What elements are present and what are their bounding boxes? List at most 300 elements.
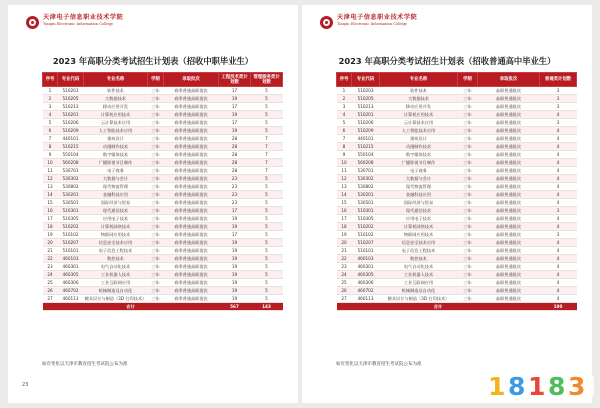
table-cell: 19 xyxy=(219,247,251,255)
left-plan-table xyxy=(42,72,283,311)
table-cell: 云计算技术应用 xyxy=(84,119,148,127)
table-cell: 560208 xyxy=(352,159,380,167)
table-cell: 电子信息工程技术 xyxy=(380,247,458,255)
table-cell: 三年 xyxy=(458,295,478,303)
right-table-title: 2023 年高职分类考试招生计划表（招收普通高中毕业生） xyxy=(338,56,556,66)
table-cell: 23 xyxy=(219,175,251,183)
table-cell: 460301 xyxy=(58,263,84,271)
table-cell: 17 xyxy=(219,87,251,95)
table-cell: 春季普通高职批次 xyxy=(164,103,219,111)
column-header: 专业代码 xyxy=(352,73,380,87)
table-cell: 高职普通批次 xyxy=(478,215,540,223)
table-cell: 3 xyxy=(337,103,352,111)
table-row xyxy=(43,255,283,263)
table-row xyxy=(43,183,283,191)
table-cell: 26 xyxy=(43,287,58,295)
table-cell: 460305 xyxy=(58,271,84,279)
table-row xyxy=(43,87,283,95)
table-cell: 12 xyxy=(43,175,58,183)
table-row xyxy=(337,271,577,279)
table-cell: 三年 xyxy=(458,159,478,167)
table-cell: 电子商务 xyxy=(84,167,148,175)
left-page xyxy=(8,5,298,403)
table-row xyxy=(43,119,283,127)
table-cell: 三年 xyxy=(148,127,164,135)
table-cell: 510213 xyxy=(352,103,380,111)
table-cell: 电子信息工程技术 xyxy=(84,247,148,255)
table-cell: 高职普通批次 xyxy=(478,279,540,287)
table-cell: 大数据与会计 xyxy=(380,175,458,183)
table-cell: 高职普通批次 xyxy=(478,199,540,207)
table-cell: 460306 xyxy=(352,279,380,287)
table-cell: 物联网应用技术 xyxy=(84,231,148,239)
table-cell: 人工智能技术应用 xyxy=(84,127,148,135)
total-value: 100 xyxy=(540,303,577,311)
table-cell: 春季普通高职批次 xyxy=(164,111,219,119)
table-cell: 550104 xyxy=(58,151,84,159)
table-row xyxy=(337,111,577,119)
table-cell: 应用电子技术 xyxy=(84,215,148,223)
table-cell: 17 xyxy=(219,119,251,127)
table-cell: 28 xyxy=(219,143,251,151)
table-cell: 春季普通高职批次 xyxy=(164,151,219,159)
watermark-letter: 8 xyxy=(508,372,526,401)
total-row xyxy=(43,303,283,311)
table-row xyxy=(337,151,577,159)
table-cell: 三年 xyxy=(458,207,478,215)
table-cell: 三年 xyxy=(148,135,164,143)
table-row xyxy=(337,175,577,183)
column-header: 序号 xyxy=(43,73,58,87)
table-cell: 三年 xyxy=(458,127,478,135)
column-header: 专业名称 xyxy=(380,73,458,87)
table-cell: 三年 xyxy=(458,239,478,247)
table-cell: 24 xyxy=(43,271,58,279)
table-cell: 19 xyxy=(219,215,251,223)
table-cell: 三年 xyxy=(148,295,164,303)
table-cell: 春季普通高职批次 xyxy=(164,143,219,151)
table-cell: 春季普通高职批次 xyxy=(164,199,219,207)
logo-name-cn: 天津电子信息职业技术学院 xyxy=(43,14,124,21)
table-cell: 530302 xyxy=(352,175,380,183)
table-cell: 5 xyxy=(251,199,283,207)
table-cell: 1 xyxy=(43,87,58,95)
table-cell: 19 xyxy=(219,255,251,263)
table-cell: 高职普通批次 xyxy=(478,175,540,183)
site-watermark-logo xyxy=(478,368,596,404)
table-cell: 16 xyxy=(337,207,352,215)
right-note: 如有变化以天津市教育招生考试院公布为准 xyxy=(336,362,422,367)
table-cell: 软件技术 xyxy=(380,87,458,95)
table-cell: 春季普通高职批次 xyxy=(164,231,219,239)
watermark-letter: 3 xyxy=(568,372,586,401)
table-cell: 电子商务 xyxy=(380,167,458,175)
table-cell: 19 xyxy=(219,223,251,231)
table-cell: 4 xyxy=(540,127,577,135)
table-cell: 510205 xyxy=(58,95,84,103)
table-cell: 三年 xyxy=(148,175,164,183)
table-cell: 三年 xyxy=(458,263,478,271)
watermark-letter: 8 xyxy=(548,372,566,401)
table-cell: 高职普通批次 xyxy=(478,247,540,255)
total-value: 143 xyxy=(251,303,283,311)
table-cell: 4 xyxy=(540,111,577,119)
table-cell: 物联网应用技术 xyxy=(380,231,458,239)
table-cell: 春季普通高职批次 xyxy=(164,119,219,127)
table-cell: 510202 xyxy=(58,223,84,231)
table-cell: 3 xyxy=(540,87,577,95)
watermark-letter: 1 xyxy=(528,372,546,401)
table-cell: 510209 xyxy=(58,127,84,135)
table-cell: 春季普通高职批次 xyxy=(164,87,219,95)
table-cell: 23 xyxy=(43,263,58,271)
table-cell: 9 xyxy=(43,151,58,159)
table-cell: 春季普通高职批次 xyxy=(164,287,219,295)
table-cell: 春季普通高职批次 xyxy=(164,175,219,183)
table-cell: 460103 xyxy=(58,255,84,263)
column-header: 工程技术类计划数 xyxy=(219,73,251,87)
table-cell: 4 xyxy=(540,239,577,247)
table-cell: 18 xyxy=(43,223,58,231)
table-row xyxy=(337,103,577,111)
table-cell: 28 xyxy=(219,135,251,143)
table-cell: 510206 xyxy=(352,119,380,127)
college-emblem-icon xyxy=(26,16,39,29)
table-cell: 510301 xyxy=(58,207,84,215)
table-cell: 5 xyxy=(251,87,283,95)
table-cell: 4 xyxy=(540,143,577,151)
table-cell: 大数据技术 xyxy=(84,95,148,103)
table-cell: 10 xyxy=(337,159,352,167)
table-row xyxy=(43,287,283,295)
table-cell: 广播影视节目制作 xyxy=(380,159,458,167)
table-cell: 高职普通批次 xyxy=(478,159,540,167)
table-cell: 510207 xyxy=(58,239,84,247)
table-cell: 高职普通批次 xyxy=(478,207,540,215)
logo-name-en: Tianjin Electronic Information College xyxy=(43,22,114,27)
table-cell: 2 xyxy=(43,95,58,103)
table-cell: 春季普通高职批次 xyxy=(164,263,219,271)
table-cell: 22 xyxy=(337,255,352,263)
right-page xyxy=(302,5,592,403)
table-cell: 计算机应用技术 xyxy=(84,111,148,119)
table-cell: 动漫制作技术 xyxy=(84,143,148,151)
table-cell: 5 xyxy=(251,103,283,111)
table-cell: 5 xyxy=(251,95,283,103)
table-cell: 春季普通高职批次 xyxy=(164,271,219,279)
table-cell: 510215 xyxy=(58,143,84,151)
table-cell: 春季普通高职批次 xyxy=(164,127,219,135)
table-cell: 三年 xyxy=(148,231,164,239)
table-cell: 2 xyxy=(337,95,352,103)
table-row xyxy=(337,159,577,167)
table-cell: 三年 xyxy=(148,183,164,191)
table-cell: 16 xyxy=(43,207,58,215)
table-cell: 4 xyxy=(540,271,577,279)
total-value: 567 xyxy=(219,303,251,311)
table-cell: 三年 xyxy=(458,175,478,183)
table-cell: 9 xyxy=(337,151,352,159)
table-row xyxy=(43,231,283,239)
table-cell: 530802 xyxy=(352,183,380,191)
table-cell: 三年 xyxy=(148,279,164,287)
table-cell: 460702 xyxy=(352,287,380,295)
table-cell: 3 xyxy=(540,207,577,215)
table-cell: 19 xyxy=(219,263,251,271)
table-cell: 5 xyxy=(251,279,283,287)
table-row xyxy=(337,183,577,191)
table-cell: 春季普通高职批次 xyxy=(164,167,219,175)
table-cell: 11 xyxy=(337,167,352,175)
table-cell: 国际经济与贸易 xyxy=(380,199,458,207)
table-cell: 高职普通批次 xyxy=(478,111,540,119)
table-cell: 春季普通高职批次 xyxy=(164,207,219,215)
table-cell: 510301 xyxy=(352,207,380,215)
table-cell: 17 xyxy=(219,231,251,239)
table-cell: 510203 xyxy=(58,87,84,95)
table-cell: 三年 xyxy=(148,239,164,247)
table-cell: 电气自动化技术 xyxy=(84,263,148,271)
table-row xyxy=(43,215,283,223)
table-cell: 550104 xyxy=(352,151,380,159)
college-logo xyxy=(26,15,123,29)
table-cell: 高职普通批次 xyxy=(478,167,540,175)
table-cell: 3 xyxy=(540,119,577,127)
table-cell: 高职普通批次 xyxy=(478,119,540,127)
table-cell: 3 xyxy=(43,103,58,111)
left-table-title: 2023 年高职分类考试招生计划表（招收中职毕业生） xyxy=(52,56,254,66)
table-cell: 510207 xyxy=(352,239,380,247)
table-cell: 春季普通高职批次 xyxy=(164,135,219,143)
table-cell: 三年 xyxy=(148,95,164,103)
table-cell: 21 xyxy=(337,247,352,255)
table-cell: 三年 xyxy=(148,111,164,119)
table-cell: 三年 xyxy=(458,191,478,199)
table-cell: 春季普通高职批次 xyxy=(164,183,219,191)
table-cell: 现代物流管理 xyxy=(84,183,148,191)
table-cell: 24 xyxy=(337,271,352,279)
table-cell: 5 xyxy=(251,111,283,119)
table-cell: 510305 xyxy=(352,215,380,223)
table-row xyxy=(337,191,577,199)
table-cell: 5 xyxy=(337,119,352,127)
table-cell: 春季普通高职批次 xyxy=(164,215,219,223)
table-cell: 530701 xyxy=(58,167,84,175)
table-row xyxy=(43,199,283,207)
table-cell: 26 xyxy=(337,287,352,295)
table-cell: 模具设计与制造（3D 打印技术） xyxy=(84,296,147,301)
column-header: 普通类计划数 xyxy=(540,73,577,87)
table-cell: 17 xyxy=(337,215,352,223)
table-cell: 8 xyxy=(43,143,58,151)
table-cell: 三年 xyxy=(148,119,164,127)
table-cell: 高职普通批次 xyxy=(478,231,540,239)
table-cell: 数控技术 xyxy=(84,255,148,263)
table-cell: 三年 xyxy=(148,207,164,215)
table-cell: 三年 xyxy=(458,199,478,207)
table-cell: 建筑设计 xyxy=(84,135,148,143)
table-cell: 6 xyxy=(43,127,58,135)
table-cell: 现代物流管理 xyxy=(380,183,458,191)
table-cell: 510206 xyxy=(58,119,84,127)
table-cell: 高职普通批次 xyxy=(478,239,540,247)
table-cell: 三年 xyxy=(148,215,164,223)
table-cell: 三年 xyxy=(148,87,164,95)
table-cell: 三年 xyxy=(458,143,478,151)
table-header-row xyxy=(43,73,283,87)
table-row xyxy=(43,127,283,135)
column-header: 学制 xyxy=(148,73,164,87)
table-cell: 510201 xyxy=(58,111,84,119)
table-cell: 510215 xyxy=(352,143,380,151)
table-cell: 4 xyxy=(540,263,577,271)
table-cell: 5 xyxy=(251,223,283,231)
table-cell: 工业互联网应用 xyxy=(84,279,148,287)
table-cell: 1 xyxy=(337,87,352,95)
table-cell: 4 xyxy=(540,191,577,199)
column-header: 管理服务类计划数 xyxy=(251,73,283,87)
table-row xyxy=(337,247,577,255)
table-cell: 高职普通批次 xyxy=(478,287,540,295)
table-cell: 机械制造及自动化 xyxy=(380,287,458,295)
table-cell: 三年 xyxy=(148,167,164,175)
table-cell: 530201 xyxy=(352,191,380,199)
column-header: 专业代码 xyxy=(58,73,84,87)
table-cell: 530501 xyxy=(352,199,380,207)
table-cell: 21 xyxy=(43,247,58,255)
total-label: 合计 xyxy=(337,303,540,311)
table-cell: 机械制造及自动化 xyxy=(84,287,148,295)
table-cell: 20 xyxy=(337,239,352,247)
table-row xyxy=(337,95,577,103)
table-cell: 15 xyxy=(43,199,58,207)
table-cell: 510201 xyxy=(352,111,380,119)
table-cell: 7 xyxy=(251,167,283,175)
table-cell: 三年 xyxy=(458,215,478,223)
table-cell: 高职普通批次 xyxy=(478,103,540,111)
table-cell: 510305 xyxy=(58,215,84,223)
table-cell: 460702 xyxy=(58,287,84,295)
table-cell: 19 xyxy=(219,239,251,247)
column-header: 序号 xyxy=(337,73,352,87)
table-cell: 19 xyxy=(219,127,251,135)
table-row xyxy=(337,167,577,175)
table-cell: 计算机网络技术 xyxy=(380,223,458,231)
table-cell: 三年 xyxy=(148,151,164,159)
table-cell: 19 xyxy=(337,231,352,239)
table-cell: 7 xyxy=(43,135,58,143)
table-row xyxy=(43,135,283,143)
table-cell: 春季普通高职批次 xyxy=(164,191,219,199)
table-cell: 春季普通高职批次 xyxy=(164,159,219,167)
table-cell: 7 xyxy=(251,159,283,167)
table-cell: 三年 xyxy=(148,287,164,295)
table-row xyxy=(43,223,283,231)
table-cell: 三年 xyxy=(458,87,478,95)
table-row xyxy=(337,119,577,127)
table-cell: 三年 xyxy=(148,159,164,167)
table-cell: 计算机网络技术 xyxy=(84,223,148,231)
table-cell: 530802 xyxy=(58,183,84,191)
table-cell: 460306 xyxy=(58,279,84,287)
table-cell: 460301 xyxy=(352,263,380,271)
table-cell: 4 xyxy=(540,175,577,183)
table-cell: 3 xyxy=(540,95,577,103)
table-row xyxy=(337,231,577,239)
table-cell: 7 xyxy=(251,143,283,151)
table-cell: 28 xyxy=(219,151,251,159)
total-row xyxy=(337,303,577,311)
column-header: 学制 xyxy=(458,73,478,87)
column-header: 录取批次 xyxy=(164,73,219,87)
table-cell: 530201 xyxy=(58,191,84,199)
page-number: 23 xyxy=(22,382,29,388)
table-cell: 4 xyxy=(540,135,577,143)
table-row xyxy=(43,207,283,215)
table-cell: 三年 xyxy=(148,143,164,151)
table-row xyxy=(43,167,283,175)
table-cell: 4 xyxy=(540,247,577,255)
table-cell: 应用电子技术 xyxy=(380,215,458,223)
table-cell: 510205 xyxy=(352,95,380,103)
table-cell: 软件技术 xyxy=(84,87,148,95)
table-cell: 三年 xyxy=(148,263,164,271)
table-cell: 三年 xyxy=(458,247,478,255)
table-row xyxy=(337,295,577,303)
logo-name-cn: 天津电子信息职业技术学院 xyxy=(337,14,418,21)
table-cell: 三年 xyxy=(458,287,478,295)
table-cell: 春季普通高职批次 xyxy=(164,95,219,103)
table-cell: 23 xyxy=(219,191,251,199)
table-cell: 510202 xyxy=(352,223,380,231)
table-cell: 春季普通高职批次 xyxy=(164,279,219,287)
table-cell: 4 xyxy=(337,111,352,119)
table-cell: 5 xyxy=(251,207,283,215)
table-row xyxy=(43,175,283,183)
logo-text xyxy=(43,15,123,27)
table-cell: 高职普通批次 xyxy=(478,223,540,231)
table-cell: 电气自动化技术 xyxy=(380,263,458,271)
table-cell: 12 xyxy=(337,175,352,183)
table-cell: 510209 xyxy=(352,127,380,135)
table-cell: 现代通信技术 xyxy=(380,207,458,215)
table-cell: 27 xyxy=(337,295,352,303)
table-cell: 三年 xyxy=(458,279,478,287)
table-cell: 三年 xyxy=(458,271,478,279)
table-cell: 28 xyxy=(219,159,251,167)
table-cell: 春季普通高职批次 xyxy=(164,255,219,263)
table-cell: 三年 xyxy=(148,223,164,231)
college-logo xyxy=(320,15,417,29)
table-cell: 三年 xyxy=(458,95,478,103)
table-cell: 数控技术 xyxy=(380,255,458,263)
table-cell: 4 xyxy=(43,111,58,119)
table-cell: 国际经济与贸易 xyxy=(84,199,148,207)
table-cell: 5 xyxy=(251,255,283,263)
table-cell: 高职普通批次 xyxy=(478,95,540,103)
table-cell: 春季普通高职批次 xyxy=(164,295,219,303)
table-cell: 530302 xyxy=(58,175,84,183)
watermark-graphic xyxy=(478,368,596,404)
table-cell: 三年 xyxy=(458,255,478,263)
table-cell: 三年 xyxy=(458,167,478,175)
table-cell: 大数据与会计 xyxy=(84,175,148,183)
table-row xyxy=(337,135,577,143)
table-header-row xyxy=(337,73,577,87)
table-cell: 建筑设计 xyxy=(380,135,458,143)
table-cell: 三年 xyxy=(458,103,478,111)
table-cell: 4 xyxy=(540,151,577,159)
